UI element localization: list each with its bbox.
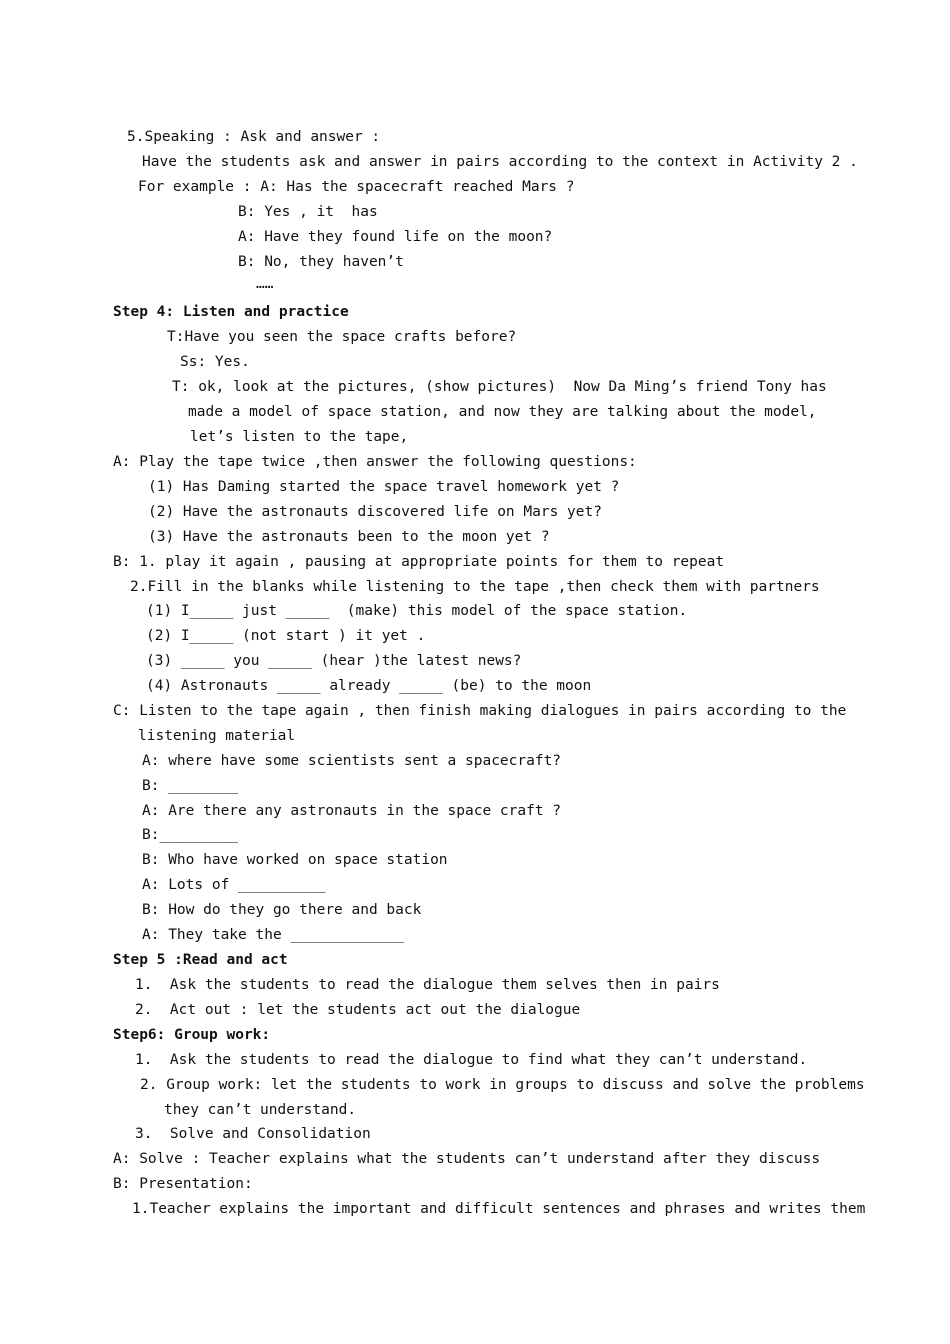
- step6-item-3: 3. Solve and Consolidation: [135, 1126, 371, 1142]
- dialogue-line: B:_________: [142, 827, 239, 843]
- blank-item: (4) Astronauts _____ already _____ (be) to the moon: [146, 678, 592, 694]
- step6-item-1: 1. Ask the students to read the dialogue to find what they can’t understand.: [135, 1052, 808, 1068]
- question-item: (1) Has Daming started the space travel homework yet ?: [148, 479, 620, 495]
- step4-b-item-2: 2.Fill in the blanks while listening to the tape ,then check them with partners: [130, 579, 820, 595]
- blank-item: (2) I_____ (not start ) it yet .: [146, 628, 426, 644]
- step4-teacher-line-1: T: ok, look at the pictures, (show pictures) Now Da Ming’s friend Tony has: [172, 379, 827, 395]
- dialogue-line: A: Are there any astronauts in the space craft ?: [142, 803, 562, 819]
- step6-item-2-line-2: they can’t understand.: [164, 1102, 357, 1118]
- example-line-4: B: No, they haven’t: [238, 254, 404, 270]
- presentation-item-1: 1.Teacher explains the important and difficult sentences and phrases and writes them: [132, 1201, 866, 1217]
- blank-item: (3) _____ you _____ (hear )the latest news?: [146, 653, 522, 669]
- step6-item-2-line-1: 2. Group work: let the students to work in groups to discuss and solve the problems: [140, 1077, 865, 1093]
- step4-teacher-question: T:Have you seen the space crafts before?: [167, 329, 517, 345]
- speaking-heading: 5.Speaking : Ask and answer :: [127, 129, 381, 145]
- step4-a-heading: A: Play the tape twice ,then answer the following questions:: [113, 454, 637, 470]
- presentation-heading: B: Presentation:: [113, 1176, 253, 1192]
- question-item: (3) Have the astronauts been to the moon yet ?: [148, 529, 550, 545]
- dialogue-line: B: How do they go there and back: [142, 902, 422, 918]
- dialogue-line: B: Who have worked on space station: [142, 852, 448, 868]
- step4-c-heading-line-2: listening material: [138, 728, 296, 744]
- step4-heading: Step 4: Listen and practice: [113, 304, 349, 320]
- dialogue-line: A: where have some scientists sent a spacecraft?: [142, 753, 562, 769]
- step4-teacher-line-3: let’s listen to the tape,: [190, 429, 409, 445]
- step5-item: 2. Act out : let the students act out the dialogue: [135, 1002, 581, 1018]
- question-item: (2) Have the astronauts discovered life on Mars yet?: [148, 504, 602, 520]
- example-line-3: A: Have they found life on the moon?: [238, 229, 553, 245]
- step4-b-heading: B: 1. play it again , pausing at appropriate points for them to repeat: [113, 554, 725, 570]
- step6-heading: Step6: Group work:: [113, 1027, 271, 1043]
- step5-heading: Step 5 :Read and act: [113, 952, 288, 968]
- example-line-1: For example : A: Has the spacecraft reached Mars ?: [138, 179, 575, 195]
- solve-line: A: Solve : Teacher explains what the students can’t understand after they discuss: [113, 1151, 821, 1167]
- speaking-instruction: Have the students ask and answer in pairs according to the context in Activity 2 .: [142, 154, 858, 170]
- step5-item: 1. Ask the students to read the dialogue them selves then in pairs: [135, 977, 720, 993]
- step4-c-heading-line-1: C: Listen to the tape again , then finish making dialogues in pairs according to the: [113, 703, 847, 719]
- dialogue-line: B: ________: [142, 778, 239, 794]
- example-line-2: B: Yes , it has: [238, 204, 378, 220]
- example-ellipsis: ……: [256, 276, 274, 292]
- blank-item: (1) I_____ just _____ (make) this model of the space station.: [146, 603, 688, 619]
- dialogue-line: A: Lots of __________: [142, 877, 326, 893]
- step4-teacher-line-2: made a model of space station, and now they are talking about the model,: [188, 404, 817, 420]
- dialogue-line: A: They take the _____________: [142, 927, 404, 943]
- step4-students-answer: Ss: Yes.: [180, 354, 250, 370]
